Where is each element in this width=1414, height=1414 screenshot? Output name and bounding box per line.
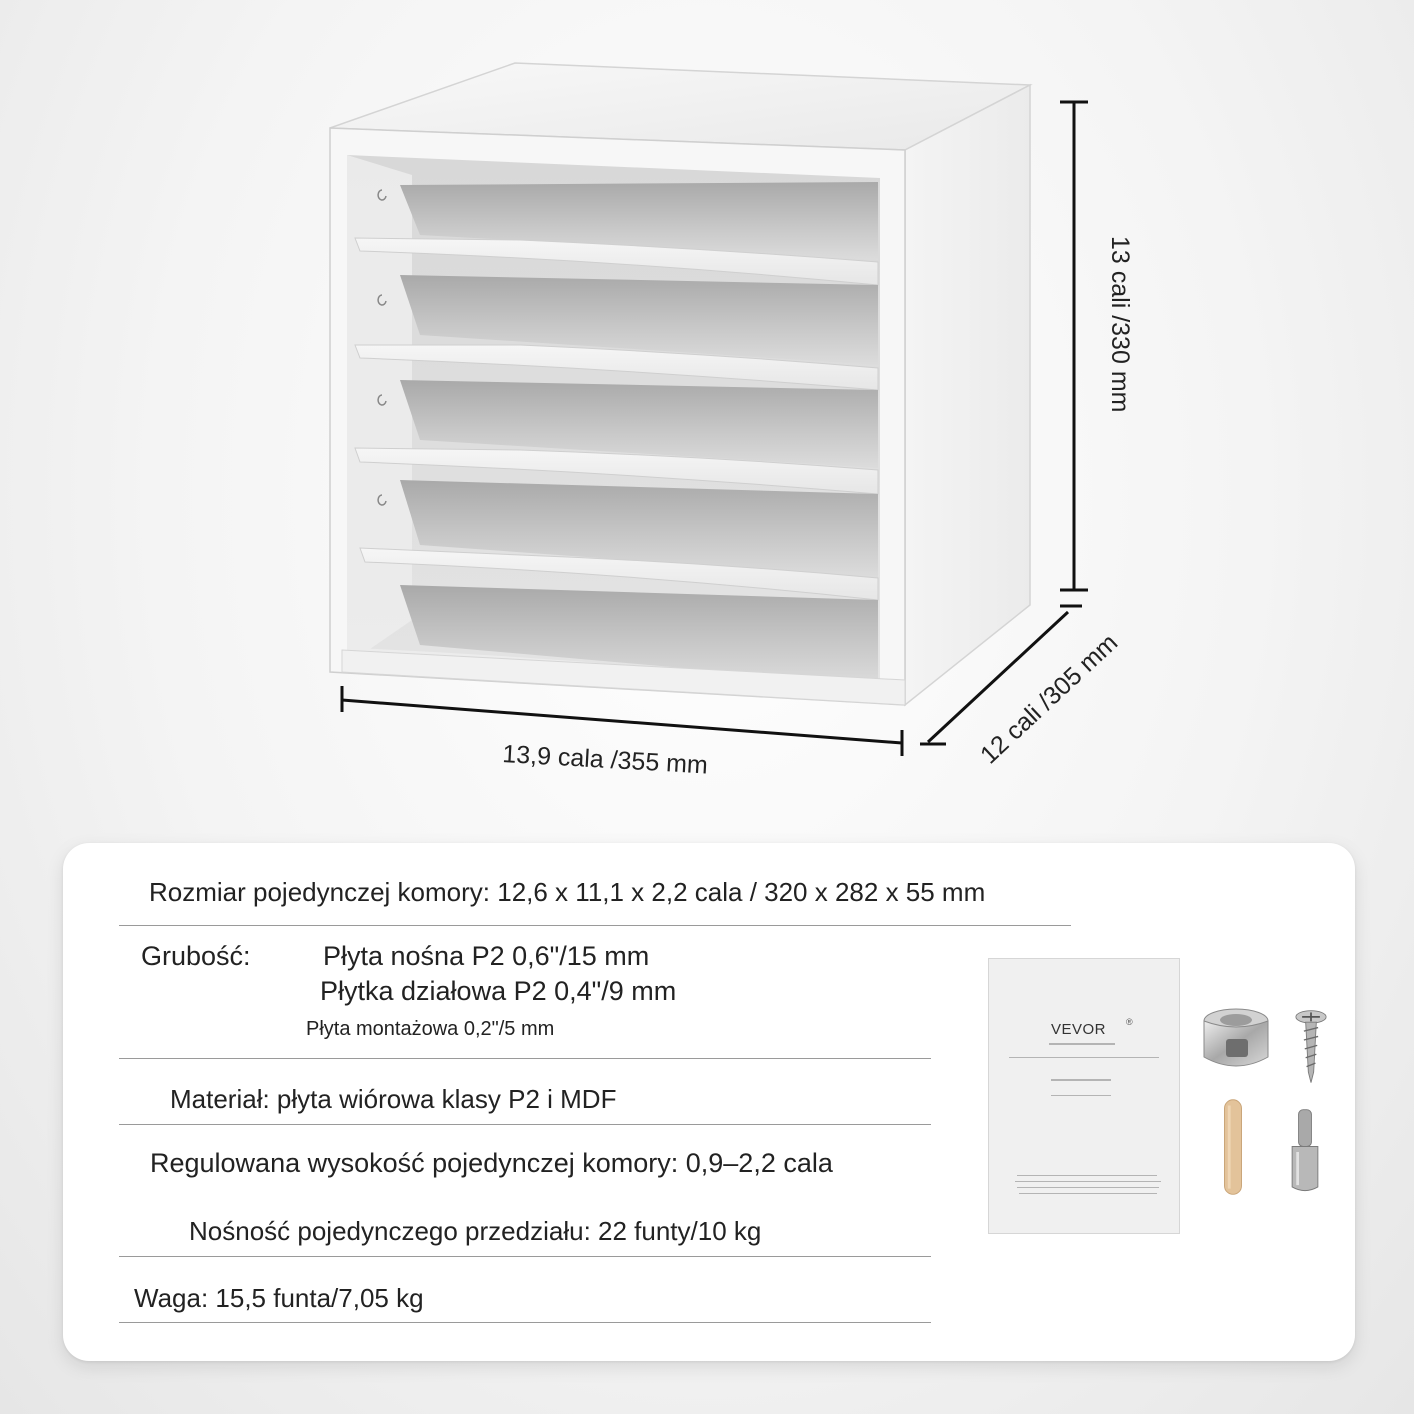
thickness-divider-text: Płytka działowa P2 0,4"/9 mm bbox=[320, 976, 677, 1006]
height-dimension-line bbox=[1060, 102, 1088, 590]
width-label: 13,9 cala /355 mm bbox=[501, 740, 709, 780]
organizer-cabinet bbox=[330, 63, 1030, 705]
thickness-mount-text: Płyta montażowa 0,2"/5 mm bbox=[306, 1018, 555, 1040]
height-label: 13 cali /330 mm bbox=[1106, 236, 1134, 413]
divider bbox=[119, 1058, 931, 1059]
compartment-size-text: Rozmiar pojedynczej komory: 12,6 x 11,1 x 2,2 cala / 320 x 282 x 55 mm bbox=[149, 877, 986, 907]
thickness-heading: Grubość: bbox=[141, 941, 251, 971]
divider bbox=[119, 925, 1071, 926]
divider bbox=[119, 1322, 931, 1323]
booklet-brand-logo: VEVOR bbox=[1051, 1021, 1107, 1038]
depth-label: 12 cali /305 mm bbox=[974, 628, 1124, 770]
screw-icon bbox=[1291, 1008, 1331, 1088]
wooden-dowel-icon bbox=[1218, 1096, 1248, 1200]
shelf-pin-icon bbox=[1285, 1106, 1325, 1198]
cam-lock-icon bbox=[1196, 1003, 1276, 1083]
instruction-booklet bbox=[988, 958, 1180, 1234]
load-capacity-text: Nośność pojedynczego przedziału: 22 funty/10 kg bbox=[189, 1216, 762, 1246]
specifications-card bbox=[63, 843, 1355, 1361]
material-text: Materiał: płyta wiórowa klasy P2 i MDF bbox=[170, 1084, 617, 1114]
booklet-registered-mark: ® bbox=[1126, 1017, 1133, 1027]
weight-text: Waga: 15,5 funta/7,05 kg bbox=[134, 1283, 424, 1313]
thickness-support-text: Płyta nośna P2 0,6"/15 mm bbox=[323, 941, 650, 971]
divider bbox=[119, 1124, 931, 1125]
adjustable-height-text: Regulowana wysokość pojedynczej komory: 0,9–2,2 cala bbox=[150, 1148, 833, 1178]
divider bbox=[119, 1256, 931, 1257]
